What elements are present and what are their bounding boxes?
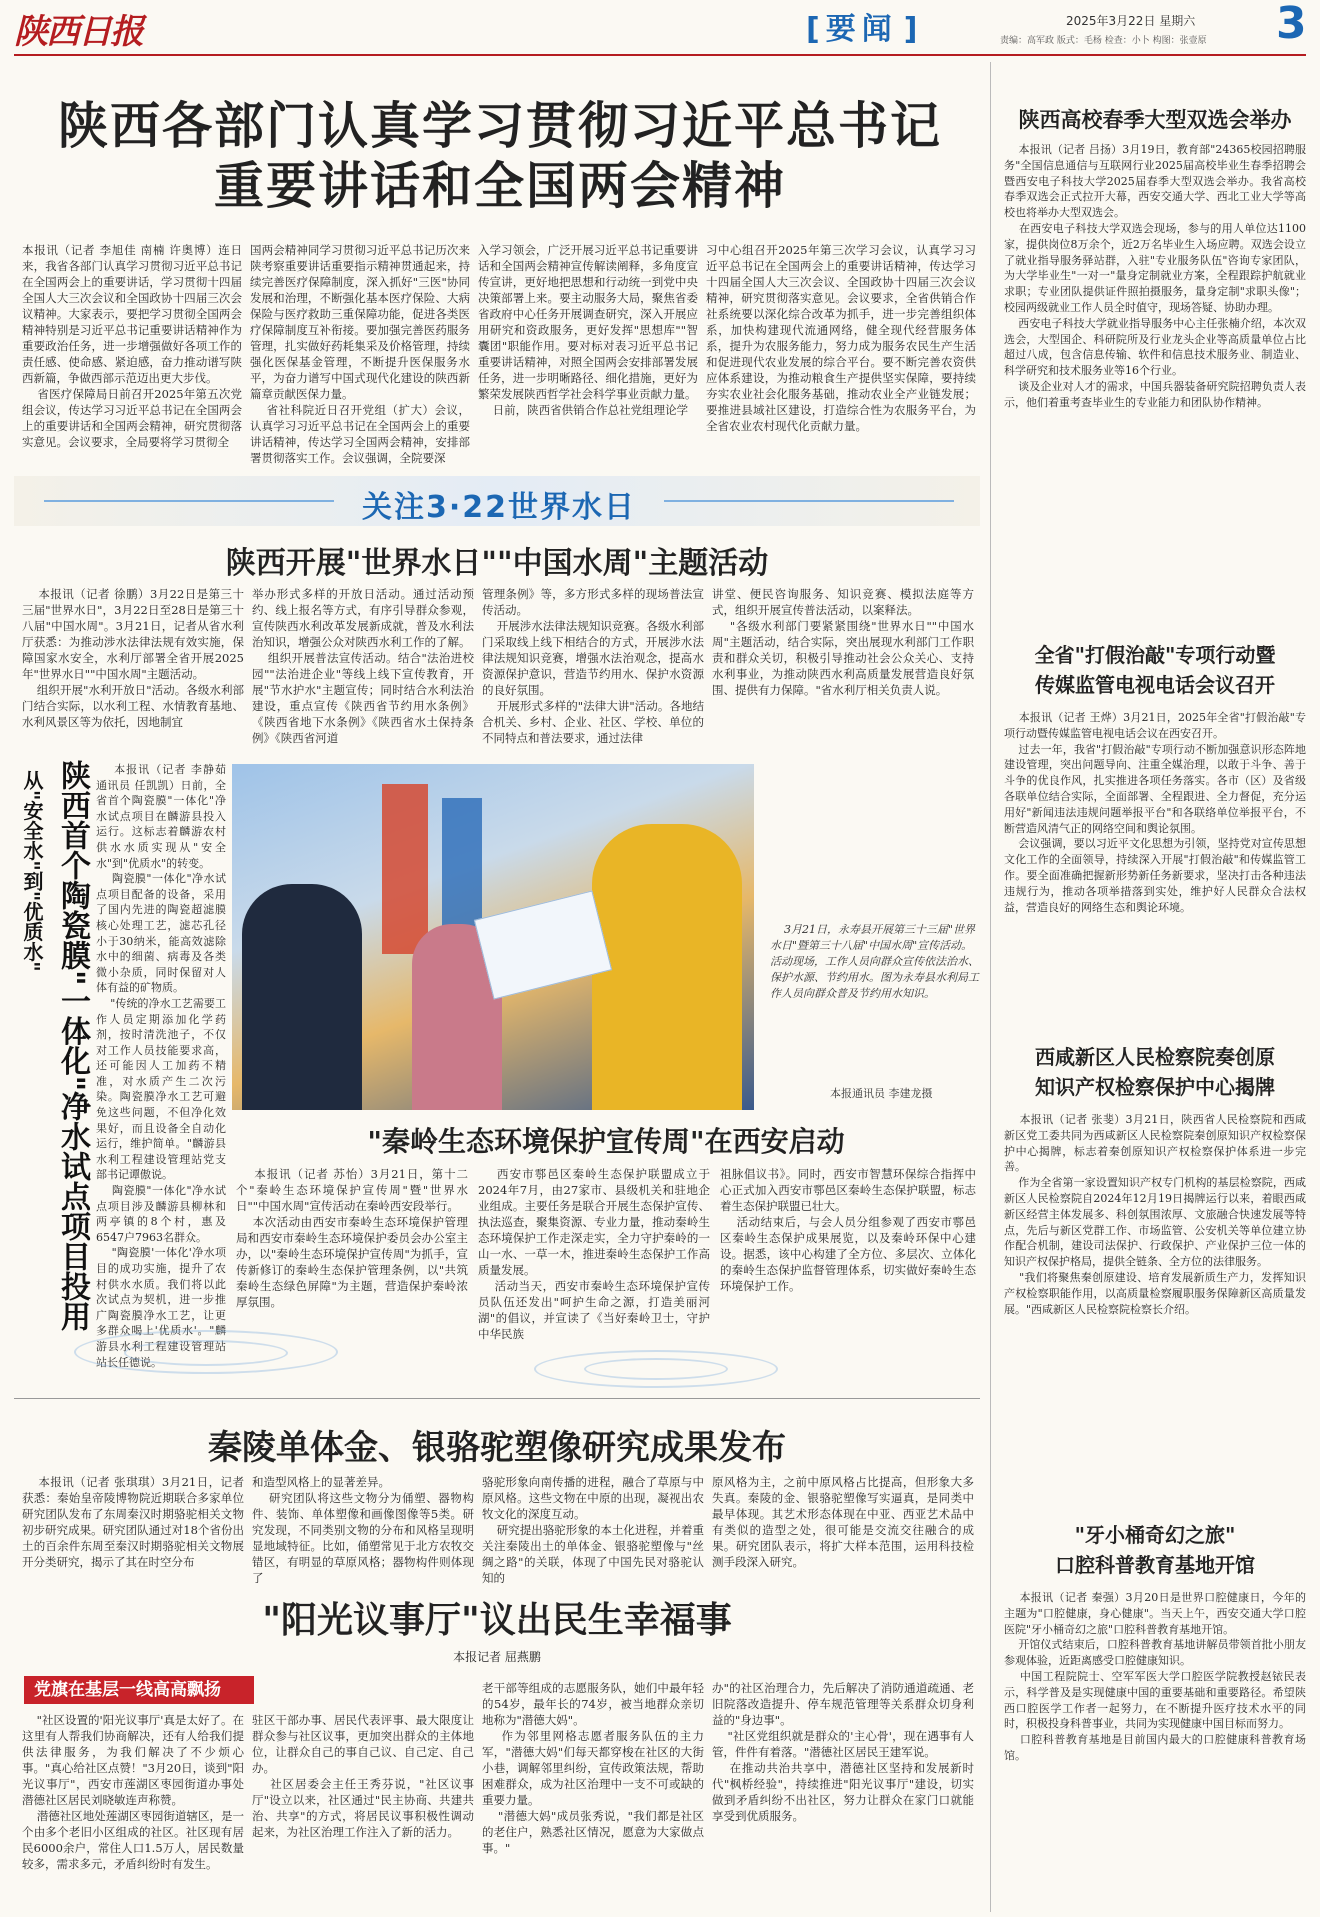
sunshine-col4: 办"的社区治理合力，先后解决了消防通道疏通、老旧院落改造提升、停车规范管理等关系群众切身利益的"身边事"。 "社区党组织就是群众的'主心骨'，现在遇事有人管，件件有着落。"潜德社区居民王建军说。 在推动共治共享中，潜德社区坚持和发展新时代"枫桥经验"，持续推进"阳光议事厅"建设，切实做到矛盾纠纷不出社区，努力让群众在家门口就能享受到优质服务。 — [712, 1681, 975, 1823]
banner-text: 关注3·22世界水日 — [361, 490, 637, 525]
water-day-col4: 讲堂、便民咨询服务、知识竞赛、模拟法庭等方式，组织开展宣传普法活动，以案释法。 "各级水利部门要紧紧围绕"世界水日""中国水周"主题活动，结合实际，突出展现水利部门工作职责和群众关切，积极引导推动社会公众关心、支持水利事业，为推动陕西水利高质量发展营造良好氛围、提供有力保障。"省水利厅相关负责人说。 — [712, 587, 974, 697]
terracotta-col3: 骆驼形象向南传播的进程，融合了草原与中原风格。这些文物在中原的出现，凝视出农牧文化的深度互动。 研究提出骆驼形象的本土化进程，并着重关注秦陵出土的单体金、银骆驼塑像与"丝绸之路"的关联，体现了中国先民对骆驼认知的 — [482, 1475, 705, 1585]
sunshine-tag-text: 党旗在基层一线高高飘扬 — [34, 1680, 221, 1700]
right2-text: 本报讯（记者 王烨）3月21日，2025年全省"打假治敲"专项行动暨传媒监管电视电话会议在西安召开。 过去一年，我省"打假治敲"专项行动不断加强意识形态阵地建设管理，突出问题导向、注重全媒治理，以敢于斗争、善于斗争的优良作风，扎实推进各项任务落实。各市（区）及省级各联单位结合实际，全面部署、全程跟进、全力督促，充分运用好"新闻违法违规问题举报平台"和各联络单位举报平台，不断营造风清气正的网络空间和舆论氛围。 会议强调，要以习近平文化思想为引领，坚持党对宣传思想文化工作的全面领导，持续深入开展"打假治敲"和传媒监管工作。要全面准确把握新形势新任务新要求，坚决打击各种违法违规行为，推动各项举措落到实处，维护好人民群众合法权益，营造良好的网络生态和舆论环境。 — [1004, 711, 1306, 914]
water-day-banner — [14, 476, 980, 526]
section-label: 要闻 — [825, 12, 898, 47]
qinling-col2: 西安市鄠邑区秦岭生态保护联盟成立于2024年7月，由27家市、县级机关和驻地企业组成。主要任务是联合开展生态保护宣传、执法巡查，聚集资源、专业力量，推动秦岭生态环境保护工作走深走实，全力守护秦岭的一山一水、一草一木，推进秦岭生态保护工作高质量发展。 活动当天，西安市秦岭生态环境保护宣传员队伍还发出"呵护生命之源，打造美丽河湖"的倡议，并宣读了《当好秦岭卫士，守护中华民族 — [478, 1167, 711, 1341]
water-day-col3: 管理条例》等，多方形式多样的现场普法宣传活动。 开展涉水法律法规知识竞赛。各级水利部门采取线上线下相结合的方式，开展涉水法律法规知识竞赛，增强水法治观念，提高水资源保护意识，营造节约用水、保护水资源的良好氛围。 开展形式多样的"法律大讲"活动。各地结合机关、乡村、企业、社区、学校、单位的不同特点和普法要求，通过法律 — [482, 587, 705, 745]
photo-caption: 3月21日，永寿县开展第三十三届"世界水日"暨第三十八届"中国水周"宣传活动。活动现场，工作人员向群众宣传依法治水、保护水源、节约用水。图为永寿县水利局工作人员向群众普及节约用水知识。 — [770, 923, 979, 1000]
editor-credits: 责编：高军政 版式：毛杨 检查：小卜 构图：张壹原 — [1000, 36, 1207, 46]
right2-headline-line2: 传媒监管电视电话会议召开 — [1035, 673, 1275, 697]
terracotta-col4: 原风格为主，之前中原风格占比提高，但形象大多失真。秦陵的金、银骆驼塑像写实逼真，是同类中最早体现。其艺术形态体现在中亚、西亚艺术品中有类似的造型之处，很可能是交流交往融合的成果。研究团队表示，将扩大样本范围，运用科技检测手段深入研究。 — [712, 1475, 974, 1569]
right1-headline: 陕西高校春季大型双选会举办 — [1018, 108, 1292, 132]
section-bracket-left: [ — [806, 12, 820, 47]
sunshine-col2: 驻区干部办事、居民代表评事、最大限度让群众参与社区议事，更加突出群众的主体地位，让群众自己的事自己议、自己定、自己办。 社区居委会主任王秀芬说，"社区议事厅"设立以来，社区通过"民主协商、共建共治、共享"的方式，将居民议事积极性调动起来，为社区治理工作注入了新的活力。 — [252, 1713, 475, 1839]
lead-headline-line1: 陕西各部门认真学习贯彻习近平总书记 — [58, 96, 942, 155]
lead-col4: 习中心组召开2025年第三次学习会议，认真学习习近平总书记在全国两会上的重要讲话精神，传达学习十四届全国人大三次会议、全国政协十四届三次会议精神，研究贯彻落实意见。会议要求，全省供销合作社系统要以深化综合改革为抓手，进一步完善组织体系，加快构建现代流通网络，健全现代经营服务体系，提升为农服务能力，努力成为服务农民生产生活和促进现代农业发展的综合平台。要不断完善农资供应体系建设，为推动粮食生产提供坚实保障，要持续夯实农业社会化服务基础，推动农业全产业链发展；要推进县域社区建设，打造综合性为农服务平台，为全省农业农村现代化贡献力量。 — [706, 243, 976, 433]
right4-headline-line2: 口腔科普教育基地开馆 — [1055, 1553, 1255, 1577]
page-number: 3 — [1276, 0, 1307, 49]
right2-headline-line1: 全省"打假治敲"专项行动暨 — [1034, 643, 1276, 667]
lead-col1: 本报讯（记者 李旭佳 南楠 许奥博）连日来，我省各部门认真学习贯彻习近平总书记在全国两会上的重要讲话，学习贯彻十四届全国人大三次会议和全国政协十四届三次会议精神。大家表示，要把学习贯彻全国两会精神特别是习近平总书记重要讲话精神作为重要政治任务，进一步增强做好各项工作的责任感、使命感、紧迫感，奋力推动谱写陕西新篇，争做西部示范迈出更大步伐。 省医疗保障局日前召开2025年第五次党组会议，传达学习习近平总书记在全国两会上的重要讲话和全国两会精神，研究贯彻落实意见。会议要求，全局要将学习贯彻全 — [22, 243, 243, 449]
porcelain-vertical-headline: 陕西首个陶瓷膜"一体化"净水试点项目投用 — [55, 760, 90, 1332]
right4-text: 本报讯（记者 秦强）3月20日是世界口腔健康日，今年的主题为"口腔健康，身心健康"。当天上午，西安交通大学口腔医院"牙小桶奇幻之旅"口腔科普教育基地开馆。 开馆仪式结束后，口腔科普教育基地讲解员带领首批小朋友参观体验，近距离感受口腔健康知识。 中国工程院院士、空军军医大学口腔医学院教授赵铱民表示，科学普及是实现健康中国的重要基础和重要路径。希望陕西口腔医学工作者一起努力，在不断提升医疗技术水平的同时，积极投身科普事业，共同为实现健康中国目标而努力。 口腔科普教育基地是目前国内最大的口腔健康科普教育场馆。 — [1004, 1591, 1306, 1762]
photo-banner-left — [382, 784, 428, 954]
sunshine-tag-box — [24, 1676, 254, 1704]
right3-text: 本报讯（记者 张斐）3月21日，陕西省人民检察院和西咸新区党工委共同为西咸新区人民检察院秦创原知识产权检察保护中心揭牌，标志着秦创原知识产权检察保护体系进一步完善。 作为全省第一家设置知识产权专门机构的基层检察院，西咸新区人民检察院自2024年12月19日揭牌运行以来，着眼西咸新区经营主体发展多、科创氛围浓厚、文旅融合快速发展等特点，先后与新区党群工作、市场监管、公安机关等单位建立协作配合机制，建设司法保护、行政保护、产业保护三位一体的知识产权保护格局，提供全链条、全方位的法律服务。 "我们将聚焦秦创原建设、培育发展新质生产力，发挥知识产权检察职能作用，以高质量检察履职服务保障新区高质量发展。"西咸新区人民检察院检察长介绍。 — [1004, 1113, 1306, 1316]
section-tag — [806, 4, 917, 48]
right3-headline-line1: 西咸新区人民检察院奏创原 — [1035, 1045, 1275, 1069]
photo-credit: 本报通讯员 李建龙摄 — [830, 1087, 933, 1100]
qinling-col1: 本报讯（记者 苏怡）3月21日，第十二个"秦岭生态环境保护宣传周"暨"世界水日""中国水周"宣传活动在秦岭西安段举行。 本次活动由西安市秦岭生态环境保护管理局和西安市秦岭生态环境保护委员会办公室主办，以"秦岭生态环境保护宣传周"为抓手，宣传新修订的秦岭生态保护管理条例，以"共筑秦岭生态绿色屏障"为主题，营造保护秦岭浓厚氛围。 — [236, 1167, 469, 1309]
lead-col3: 入学习领会，广泛开展习近平总书记重要讲话和全国两会精神宣传解读阐释，多角度宣传宣讲，更好地把思想和行动统一到党中央决策部署上来。要主动服务大局，聚焦省委省政府中心任务开展调查研究，深入开展应用研究和资政服务，更好发挥"思想库""智囊团"职能作用。要对标对表习近平总书记重要讲话精神，对照全国两会安排部署发展任务，进一步明晰路径、细化措施，更好为繁荣发展陕西哲学社会科学事业贡献力量。 日前，陕西省供销合作总社党组理论学 — [478, 243, 698, 417]
porcelain-text: 本报讯（记者 李静茹 通讯员 任凯凯）日前，全省首个陶瓷膜"一体化"净水试点项目在麟游县投入运行。这标志着麟游农村供水水质实现从"安全水"到"优质水"的转变。 陶瓷膜"一体化"净水试点项目配备的设备，采用了国内先进的陶瓷超滤膜核心处理工艺，滤芯孔径小于30纳米，能高效滤除水中的细菌、病毒及各类微小杂质，同时保留对人体有益的矿物质。 "传统的净水工艺需要工作人员定期添加化学药剂，按时清洗池子，不仅对工作人员技能要求高，还可能因人工加药不精准，对水质产生二次污染。陶瓷膜净水工艺可避免这些问题，不但净化效果好，而且设备全自动化运行，维护简单。"麟游县水利工程建设管理站党支部书记谭傲说。 陶瓷膜"一体化"净水试点项目涉及麟游县柳林和两亭镇的8个村，惠及6547户7963名群众。 "陶瓷膜'一体化'净水项目的成功实施，提升了农村供水水质。我们将以此次试点为契机，进一步推广陶瓷膜净水工艺，让更多群众喝上'优质水'。"麟游县水利工程建设管理站站长任德说。 — [96, 763, 226, 1369]
right-column-divider — [990, 62, 991, 1912]
water-day-col1: 本报讯（记者 徐鹏）3月22日是第三十三届"世界水日"，3月22日至28日是第三十八届"中国水周"。3月21日，记者从省水利厅获悉：为推动涉水法律法规有效实施，保障国家水安全，水利厅部署全省开展2025年"世界水日""中国水周"主题活动。 组织开展"水利开放日"活动。各级水利部门结合实际，以水利工程、水情教育基地、水利风景区等为依托，因地制宜 — [22, 587, 244, 729]
newspaper-logo: 陕西日报 — [14, 12, 142, 52]
porcelain-vertical-sub: 从"安全水"到"优质水" — [20, 770, 44, 972]
sunshine-col1: "社区设置的'阳光议事厅'真是太好了。在这里有人帮我们协商解决，还有人给我们提供法律服务，为我们解决了不少烦心事。"真心给社区点赞！"3月20日，谈到"阳光议事厅"，西安市莲湖区枣园街道办事处潜德社区居民刘晓敏连声称赞。 潜德社区地处莲湖区枣园街道辖区，是一个由多个老旧小区组成的社区。社区现有居民6000余户，常住人口1.5万人，居民数量较多，需求多元，矛盾纠纷时有发生。 — [22, 1713, 245, 1871]
water-ripple-decor — [14, 1320, 980, 1394]
right3-headline-line2: 知识产权检察保护中心揭牌 — [1035, 1075, 1275, 1099]
terracotta-col2: 和造型风格上的显著差异。 研究团队将这些文物分为俑塑、器物构件、装饰、单体塑像和画像图像等5类。研究发现，不同类别文物的分布和风格呈现明显地域特征。比如，俑塑常见于北方农牧交错区，有明显的草原风格；器物构件则体现了 — [252, 1475, 474, 1585]
right1-text: 本报讯（记者 吕扬）3月19日，教育部"24365校园招聘服务"全国信息通信与互联网行业2025届高校毕业生春季招聘会暨西安电子科技大学2025届春季大型双选会举办。我省高校春季双选会正式拉开大幕，西安交通大学、西北工业大学等高校也将举办大型双选会。 在西安电子科技大学双选会现场，参与的用人单位达1100家，提供岗位8万余个，近2万名毕业生入场应聘。双选会设立了就业指导服务驿站群，入驻"专业服务队伍"咨询专家团队，为大学毕业生"一对一"量身定制就业方案，全程跟踪护航就业求职；专业团队提供证件照拍摄服务，量身定制"求职头像"；校园两级就业工作人员全时值守，现场答疑、协助办理。 西安电子科技大学就业指导服务中心主任张楠介绍，本次双选会，大型国企、科研院所及行业龙头企业等高质量单位占比超过八成，包含信息传输、软件和信息技术服务业、制造业、科学研究和技术服务业等16个行业。 谈及企业对人才的需求，中国兵器装备研究院招聘负责人表示，他们着重考查毕业生的专业能力和团队协作精神。 — [1004, 143, 1306, 409]
photo-person-left — [242, 884, 362, 1110]
section-bracket-right: ] — [903, 12, 918, 47]
sunshine-byline: 本报记者 屈燕鹏 — [453, 1650, 541, 1664]
qinling-col3: 祖脉倡议书》。同时，西安市智慧环保综合指挥中心正式加入西安市鄠邑区秦岭生态保护联盟，标志着生态保护联盟已壮大。 活动结束后，与会人员分组参观了西安市鄠邑区秦岭生态保护成果展览，以及秦岭环保中心建设。据悉，该中心构建了全方位、多层次、立体化的秦岭生态保护监督管理体系，切实做好秦岭生态环境保护工作。 — [720, 1167, 977, 1293]
terracotta-col1: 本报讯（记者 张琪琪）3月21日，记者获悉：秦始皇帝陵博物院近期联合多家单位研究团队发布了东周秦汉时期骆驼相关文物初步研究成果。研究团队通过对18个省份出土的百余件东周至秦汉时期骆驼相关文物展开分类研究，揭示了其在时空分布 — [22, 1475, 244, 1569]
lead-headline-line2: 重要讲话和全国两会精神 — [214, 156, 786, 215]
terracotta-rule — [14, 1398, 980, 1399]
news-photo — [232, 764, 754, 1110]
masthead-rule — [14, 54, 1306, 56]
sunshine-col3: 老干部等组成的志愿服务队，她们中最年轻的54岁，最年长的74岁，被当地群众亲切地称为"潜德大妈"。 作为邻里网格志愿者服务队伍的主力军，"潜德大妈"们每天都穿梭在社区的大街小巷，调解邻里纠纷，宣传政策法规，帮助困难群众，成为社区治理中一支不可或缺的重要力量。 "潜德大妈"成员张秀说，"我们都是社区的老住户，熟悉社区情况，愿意为大家做点事。" — [482, 1681, 705, 1855]
banner-wave-right — [664, 500, 954, 502]
sunshine-headline: "阳光议事厅"议出民生幸福事 — [262, 1600, 732, 1641]
terracotta-headline: 秦陵单体金、银骆驼塑像研究成果发布 — [208, 1428, 786, 1468]
qinling-headline: "秦岭生态环境保护宣传周"在西安启动 — [367, 1125, 845, 1158]
photo-person-right — [592, 824, 742, 1110]
water-day-col2: 举办形式多样的开放日活动。通过活动预约、线上报名等方式，有序引导群众参观，宣传陕西水利改革发展新成就，普及水利法治知识，增强公众对陕西水利工作的了解。 组织开展普法宣传活动。结合"法治进校园""法治进企业"等线上线下宣传教育，开展"节水护水"主题宣传；同时结合水利法治建设，重点宣传《陕西省节约用水条例》《陕西省地下水条例》《陕西省水土保持条例》《陕西省河道 — [252, 587, 474, 745]
date-line: 2025年3月22日 星期六 — [1066, 14, 1196, 28]
water-day-headline: 陕西开展"世界水日""中国水周"主题活动 — [225, 546, 769, 581]
banner-wave-left — [44, 500, 334, 502]
lead-col2: 国两会精神同学习贯彻习近平总书记历次来陕考察重要讲话重要指示精神贯通起来，持续完善医疗保障制度，深入抓好"三医"协同发展和治理，不断强化基本医疗保险、大病保险与医疗救助三重保障功能，促进各类医疗保障制度互补衔接。要加强完善医药服务管理，扎实做好药耗集采及价格管理，持续强化医保基金管理，不断提升医保服务水平，为奋力谱写中国式现代化建设的陕西新篇章贡献医保力量。 省社科院近日召开党组（扩大）会议，认真学习习近平总书记在全国两会上的重要讲话精神，传达学习全国两会精神，安排部署贯彻落实工作。会议强调，全院要深 — [250, 243, 471, 465]
right4-headline-line1: "牙小桶奇幻之旅" — [1074, 1523, 1236, 1547]
